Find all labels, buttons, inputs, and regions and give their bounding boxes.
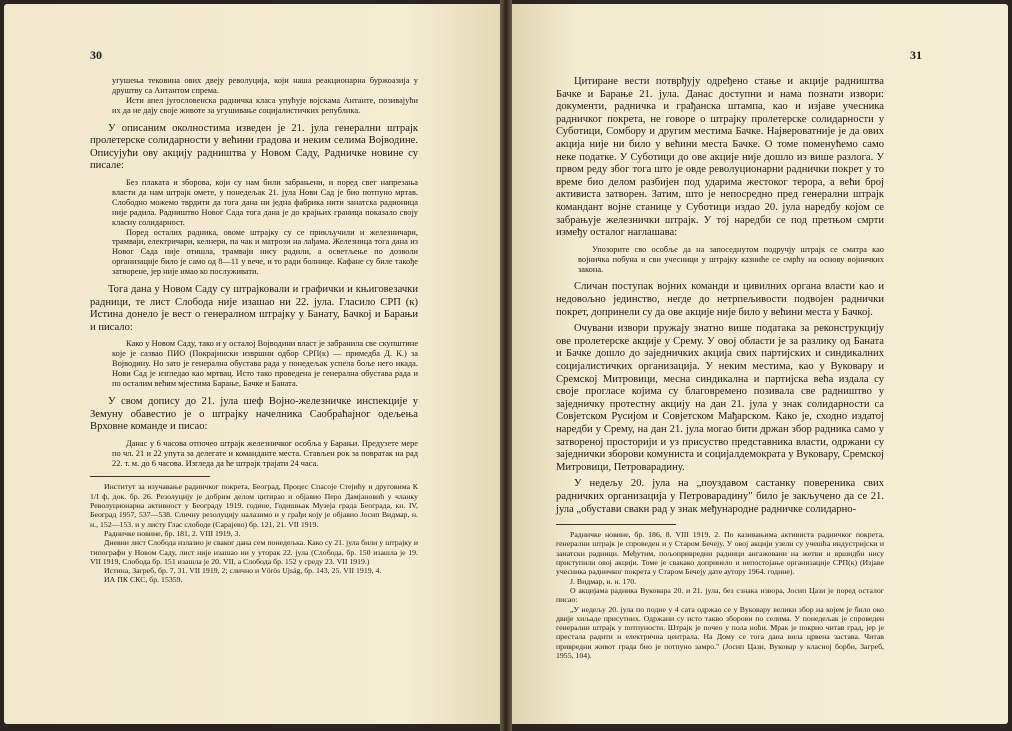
page-number-right: 31 [910,48,922,62]
footnote: Радничке новине, бр. 181, 2. VIII 1919, 3. [104,528,241,538]
footnotes [90,482,418,584]
body-paragraph: Тога дана у Новом Саду су штрајковали и графички и књиговезачки радници, те лист Слобода није изашао ни 22. јула. Гласило СРП (к) Истина донело је вест о генералном штрајку у Банату, Бачкој и Барањи и писало: [90,284,418,333]
footnote: Ј. Видмар, н. н. 170. [570,576,637,586]
body-paragraph: Сличан поступак војних команди и цивилних органа власти као и недовољно јединство, негде до нетрпељивости подвојен раднички покрет, допринели су да ове акције није било у већини места у Бачкој. [556,281,884,318]
footnote-divider [556,524,676,525]
footnote-divider [90,476,210,477]
footnote: „У недељу 20. јула по подне у 4 сата одржао се у Вуковару велики збор на којем је било око двије хиљаде присутних. Одржани су исто такво зборови по селима. У понедељак је спроведен генерални штрајк у потпуности. Штрајк је почео у пола ноћи. Мрак је покрио читав град, јер је престала радити и електрична централа. На Дому се тога дана вила црвена застава. Читав привредни живот града био је потпуно замро." (Јосип Цази, Вуковар у класној борби, Загреб, 1955, 104). [556,604,884,660]
footnote: Дневни лист Слобода излазио је сваког дана сем понедељка. Како су 21. јула били у штрајку и типографи у Новом Саду, лист није изашао ни у уторак 22. јула (Слобода, бр. 150 изашла је 19. VII 1919, Слобода бр. 151 изашла је 20. VII, а Слобода бр. 152 у среду 23. VII 1919.) [90,538,418,566]
right-page [508,4,1008,724]
quote-text: Упозорите сво особље да на запоседнутом подручју штрајк се сматра као војничка побуна и сви учесници у штрајку казниће се смрћу на основу војничких закона. [578,244,884,274]
footnote: Институт за изучавање радничког покрета, Београд, Процес Спасоје Стејићу и друговима К 1/I ф, док. бр. 26. Резолуцију је добрим делом цитирао и објавио Перо Дамјановић у чланку Револуционарна активност у Београду 1919. године, Годишњак Музеја града Београда, кн. IV, Београд 1957, 537—538. Сличну резолуцију налазимо и у грађи коју је објавио Јосип Видмар, н. н., 152—153. и у листу Глас слободе (Сарајево) бр. 121, 21. VII 1919. [90,482,418,529]
quote-text: Без плаката и зборова, који су нам били забрањени, и поред свег напрезања власти да нам штрајк омете, у понедељак 21. јула Нови Сад је био потпуно мртав. Слободно можемо тврдити да тога дана ни једна фабрика нити занатска радионица није радила. Радништво Новог Сада тога дана је до крајњих граница показало своју класну солидарност. [112,178,418,227]
block-quote [90,178,418,277]
quote-text: Исти апел југословенска радничка класа упућује војскама Антанте, позивајући их да не дају своје животе за угушивање социјалистичких република. [112,95,418,115]
quote-text: Како у Новом Саду, тако и у осталој Војводини власт је забранила све скупштине које је сазвао ПИО (Покрајински извршни одбор СРП(к) — примедба Д. К.) за Војводину. Но зато је генерална обустава рада у понедељак успела боље него икада. Нови Сад је изгледао као мртвац. Исто тако проведена је генерална обустава рада и по осталим већим мјестима Барање, Бачке и Баната. [112,339,418,389]
body-paragraph: Цитиране вести потврђују одређено стање и акције радништва Бачке и Барање 21. јула. Данас доступни и нама познати извори: документи, радничка и грађанска штампа, као и изјаве учесника радничког покрета, не говоре о штрајку пролетерске солидарности у Суботици, Сомбору и другим местима Бачке. Највероватније је да ових акција није ни било у већини места Бачке. О томе поменућемо само неке податке. У Суботици до ове акције није дошло из више разлога. У првом реду због тога што је овде револуционарни раднички покрет у то време био делом разбијен под ударима жестоког терора, а већи број активиста затворен. Затим, што је непосредно пред генерални штрајк командант војне станице у Суботици издао 20. јула наредбу којом се забрањује железнички штрајк. У тој наредби се под претњом смрти између осталог наглашава: [556,76,884,239]
footnotes [556,530,884,660]
footnote: Радничке новине, бр. 186, 8. VIII 1919, 2. По казивањима активиста радничког покрета, генерални штрајк је спроведен и у Старом Бечеју. У овој акцији узели су учешћа индустријски и занатски радници. Међутим, пољопривредни радници ангажовани на жетви и вршидби нису приступили овој акцији. Томе је свакако допринело и непостојање организације СРП(к) (Изјаве учесника радничког покрета у Старом Бечеју дате аутору 1964. године). [556,530,884,577]
block-quote [90,439,418,469]
body-paragraph: У описаним околностима изведен је 21. јула генерални штрајк пролетерске солидарности у већини градова и неким селима Војводине. Описујући ову акцију радништва у Новом Саду, Радничке новине су писале: [90,122,418,172]
footnote: О акцијама радника Вуковара 20. и 21. јула, без сзнака извора, Јосип Цази је поред осталог писао: [556,585,884,605]
quote-text: Поред осталих радника, овоме штрајку су се прикључили и железничари, трамваји, електричари, келнери, па чак и матрози на лађама. Железница тога дана из Новог Сада није отишла, трамваји нису радили, а осветљење по дозволи организације било је само од 8—11 у вече, и то ради болнице. Кафане су биле такође затворене, јер није имао ко послуживати. [112,227,418,277]
quote-text: Данас у 6 часова отпочео штрајк железничког особља у Барањи. Предузете мере по чл. 21 и 22 упута за делегате и команданте места. Стављен рок за повратак на рад 22. т. м. до 6 часова. Изгледа да ће штрајк трајати 24 часа. [112,438,418,468]
left-page [4,4,504,724]
body-paragraph: Очувани извори пружају знатно више података за реконструкцију ове пролетерске акције у Срему. У овој области је за разлику од Баната и Бачке дошло до заједничких акција свих партијских и синдикалних социјалистичких организација. У неким местима, као у Вуковару и Сремској Митровици, месна синдикална и партијска већа издала су своје прогласе којима су благовремено позивала све радништво у заједничку протестну акцију на дан 21. јула у знак солидарности са Совјетском Русијом и Совјетском Мађарском. Како је, сходно издатој наредби у Срему, на дан 21. јула могао бити држан збор радника само у затвореној просторији и уз присуство представника власти, одржани су заједнички зборови комуниста и социјалдемократа у Вуковару, Сремској Митровици, Петроварадину. [556,323,884,473]
quote-continuation [90,76,418,116]
quote-text: угушења тековина ових двеју револуција, који наша реакционарна буржоазија у друштву са Антантом спрема. [112,76,418,95]
page-number-left: 30 [90,48,102,62]
left-column [90,66,418,585]
right-column [556,76,884,660]
body-paragraph: У свом допису до 21. јула шеф Војно-железничке инспекције у Земуну обавестио је о штрајку начелника Саобраћајног одељења Врховне команде и писао: [90,395,418,433]
block-quote [556,245,884,275]
block-quote [90,339,418,389]
book-gutter [500,0,512,731]
footnote: ИА ПК СКС, бр. 15359. [104,575,183,585]
footnote: Истина, Загреб, бр. 7, 31. VII 1919, 2; слично и Vörös Ujság, бр. 143, 25. VII 1919, 4. [104,566,382,576]
body-paragraph: У недељу 20. јула на „поуздавом састанку повереника свих радничких организација у Петроварадину" било је закључено да се 21. јула „обустави свакн рад у знак међународне радничке солидарно- [556,478,884,515]
